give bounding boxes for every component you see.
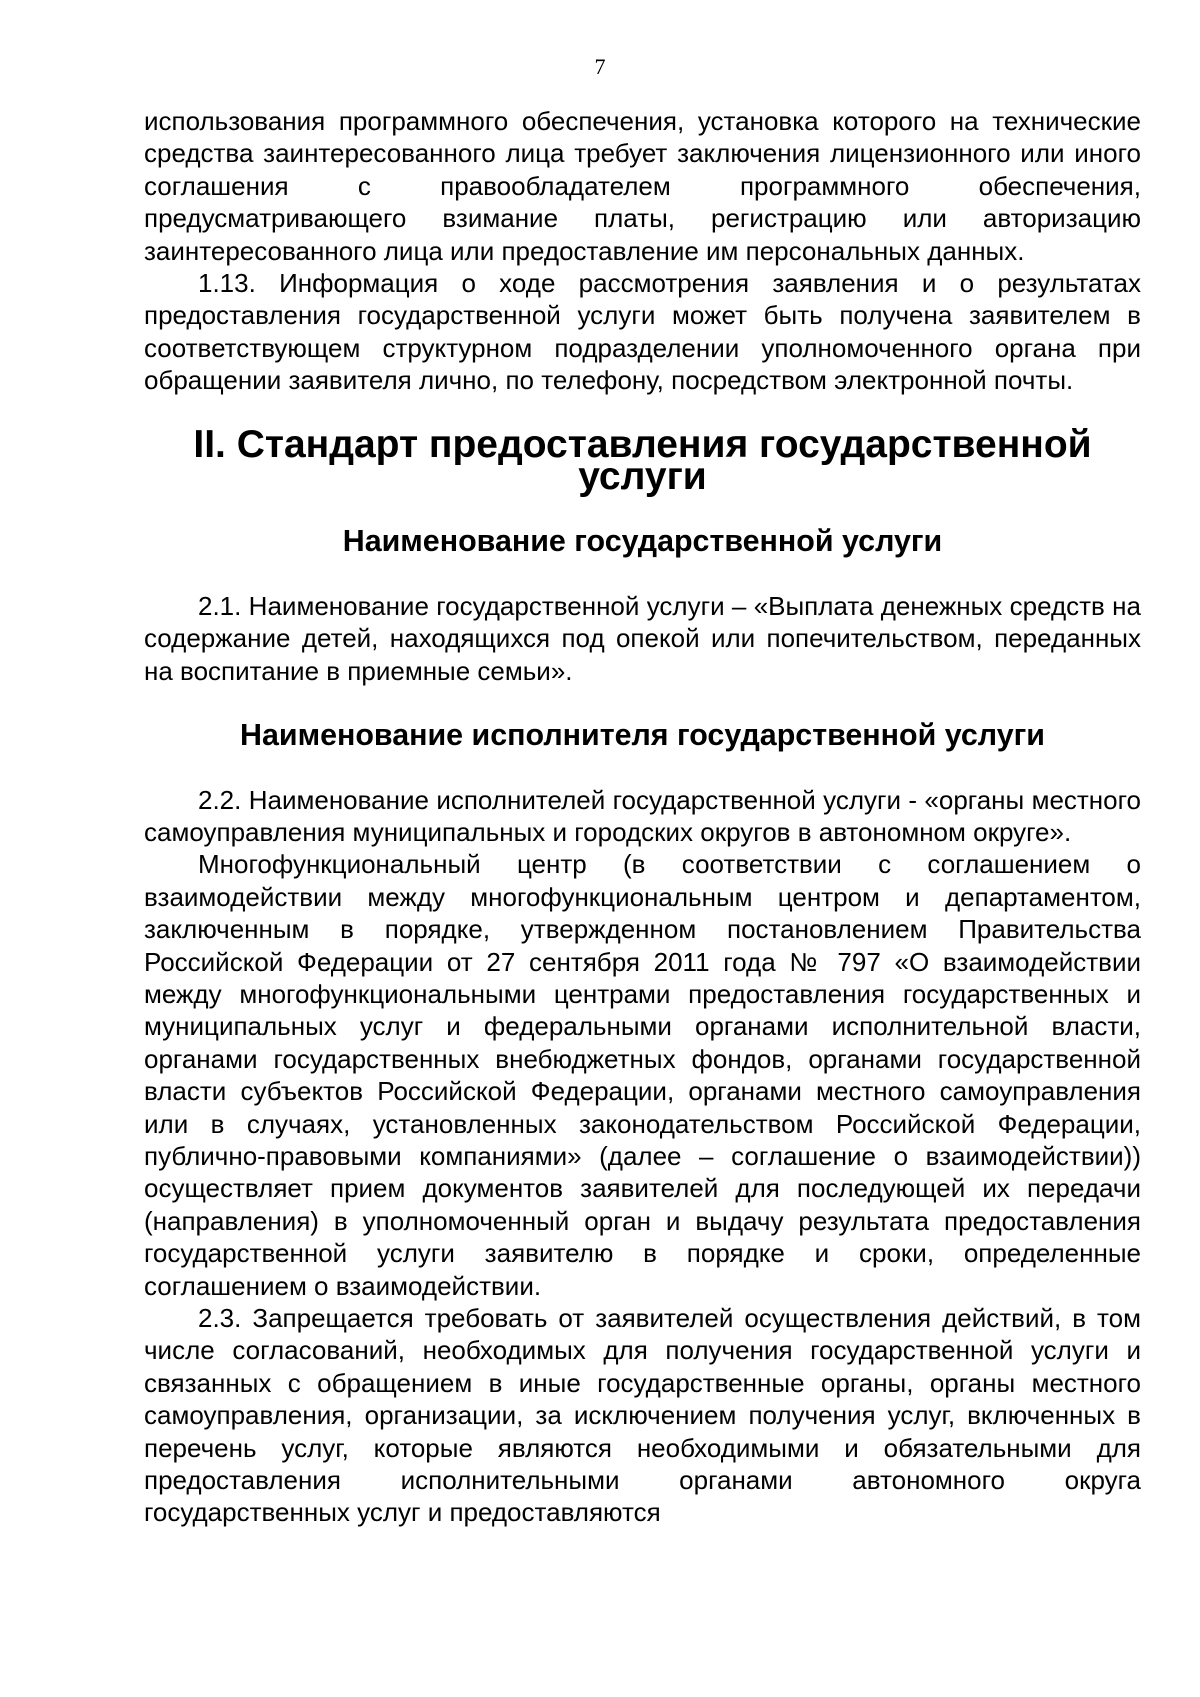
document-body xyxy=(144,105,1141,1529)
executor-heading: Наименование исполнителя государственной услуги xyxy=(240,718,1045,753)
paragraph-2-3: 2.3. Запрещается требовать от заявителей осуществления действий, в том числе согласований, необходимых для получения государственной услуги и связанных с обращением в иные государственные органы, органы местного самоуправления, организации, за исключением получения услуг, включенных в перечень услуг, которые являются необходимыми и обязательными для предоставления исполнительными органами автономного округа государственных услуг и предоставляются xyxy=(144,1303,1141,1528)
page-number: 7 xyxy=(594,54,606,79)
paragraph-2-2: 2.2. Наименование исполнителей государственной услуги - «органы местного самоуправления муниципальных и городских округов в автономном округе». xyxy=(144,784,1141,847)
paragraph-2-1: 2.1. Наименование государственной услуги – «Выплата денежных средств на содержание детей, находящихся под опекой или попечительством, переданных на воспитание в приемные семьи». xyxy=(144,590,1141,686)
paragraph-1-13: 1.13. Информация о ходе рассмотрения заявления и о результатах предоставления государственной услуги может быть получена заявителем в соответствующем структурном подразделении уполномоченного органа при обращении заявителя лично, по телефону, посредством электронной почты. xyxy=(144,268,1141,396)
section-title: II. Стандарт предоставления государственной услуги xyxy=(193,422,1092,499)
paragraph-mfc: Многофункциональный центр (в соответствии с соглашением о взаимодействии между многофункциональным центром и департаментом, заключенным в порядке, утвержденном постановлением Правительства Российской Федерации от 27 сентября 2011 года № 797 «О взаимодействии между многофункциональными центрами предоставления государственных и муниципальных услуг и федеральными органами исполнительной власти, органами государственных внебюджетных фондов, органами государственной власти субъектов Российской Федерации, органами местного самоуправления или в случаях, установленных законодательством Российской Федерации, публично-правовыми компаниями» (далее – соглашение о взаимодействии)) осуществляет прием документов заявителей для последующей их передачи (направления) в уполномоченный орган и выдачу результата предоставления государственной услуги заявителю в порядке и сроки, определенные соглашением о взаимодействии. xyxy=(144,849,1141,1301)
service-name-heading: Наименование государственной услуги xyxy=(342,524,943,559)
paragraph-software-usage: использования программного обеспечения, установка которого на технические средства заинтересованного лица требует заключения лицензионного или иного соглашения с правообладателем программного обеспечения, предусматривающего взимание платы, регистрацию или авторизацию заинтересованного лица или предоставление им персональных данных. xyxy=(144,106,1141,266)
